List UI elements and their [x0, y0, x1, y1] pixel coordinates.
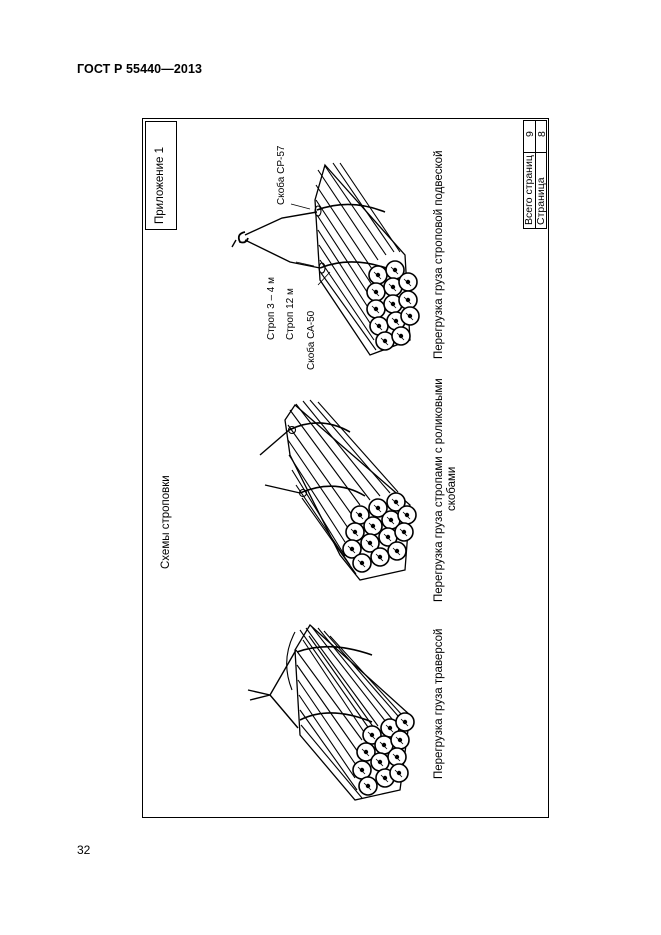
page-label: Страница	[535, 177, 547, 225]
callout-shackle-sa50: Скоба СА-50	[306, 310, 317, 370]
page-number: 32	[77, 843, 91, 857]
appendix-title: Схемы строповки	[160, 475, 172, 569]
caption-roller-line1: Перегрузка груза стропами с роликовыми	[433, 378, 445, 602]
callout-shackle-sr57: Скоба СР-57	[276, 145, 287, 205]
caption-roller-line2: скобами	[446, 466, 458, 511]
caption-traverse: Перегрузка груза траверсой	[433, 628, 445, 779]
callout-sling-3-4: Строп 3 – 4 м	[266, 276, 277, 340]
callout-sling-12: Строп 12 м	[285, 288, 296, 340]
page-value: 8	[536, 131, 548, 137]
total-pages-value: 9	[524, 131, 536, 137]
caption-sling: Перегрузка груза строповой подвеской	[433, 150, 445, 359]
appendix-label: Приложение 1	[154, 146, 166, 224]
document-standard-header: ГОСТ Р 55440—2013	[77, 62, 203, 76]
total-pages-label: Всего страниц	[523, 155, 535, 225]
